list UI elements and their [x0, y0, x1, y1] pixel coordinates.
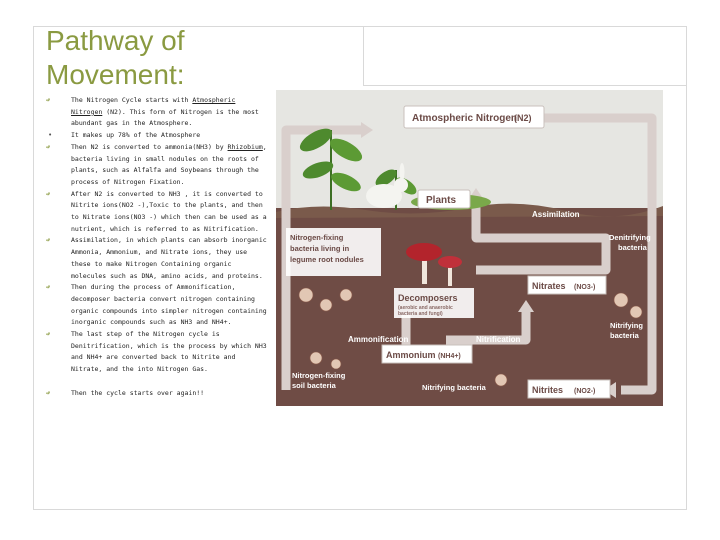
atmospheric-nitrogen-link[interactable]: Atmospheric Nitrogen — [71, 96, 236, 116]
ammonium-label: Ammonium — [386, 350, 436, 360]
nitrification-label: Nitrification — [476, 335, 521, 344]
leaf-bullet-icon: ↫ — [46, 96, 51, 104]
bullet-item-6 — [44, 282, 270, 329]
nitrites-formula: (NO2-) — [574, 388, 596, 395]
dot-bullet-icon: • — [48, 131, 53, 140]
slide-title: Pathway of Movement: — [46, 25, 185, 90]
atmospheric-formula-label: (N2) — [514, 113, 532, 123]
bullet-7-text: The last step of the Nitrogen cycle is Denitrification, which is the process by which NH3 and NH4+ are converted back to Nitrite and Nitrate, and the into Nitrogen Gas. — [71, 330, 267, 374]
bullet-1-pre: The Nitrogen Cycle starts with — [71, 96, 193, 104]
decomposers-sub-2: bacteria and fungi) — [398, 311, 443, 317]
bullet-item-5 — [44, 235, 270, 282]
bullet-list — [44, 95, 270, 400]
soil-bacteria-label-1: Nitrogen-fixing — [292, 371, 346, 380]
leaf-bullet-icon: ↫ — [46, 189, 51, 198]
denitrifying-label-2: bacteria — [618, 243, 647, 252]
leaf-bullet-icon: ↫ — [46, 142, 51, 151]
rhizobium-link[interactable]: Rhizobium — [227, 142, 263, 151]
bullet-item-8 — [44, 376, 270, 400]
bullet-item-2 — [44, 130, 270, 142]
bullet-6-text: Then during the process of Ammonification, decomposer bacteria convert nitrogen containing organic compounds into simpler nitrogen containing inorganic compounds such as NH3 and NH4+. — [71, 283, 267, 327]
ammonium-formula: (NH4+) — [438, 353, 461, 360]
assimilation-label: Assimilation — [532, 210, 580, 219]
nitrogen-cycle-diagram — [276, 90, 663, 406]
plants-label: Plants — [426, 195, 457, 206]
bullet-item-3 — [44, 142, 270, 189]
nitrifying-bacteria-label: Nitrifying bacteria — [422, 383, 486, 392]
leaf-bullet-icon: ↫ — [46, 283, 51, 292]
decomposers-label: Decomposers — [398, 293, 458, 303]
slide-corner-frame — [363, 26, 687, 86]
denitrifying-label: Denitrifying — [609, 233, 651, 242]
nitrifying-label-2: bacteria — [610, 331, 639, 340]
leaf-bullet-icon: ↫ — [46, 236, 51, 245]
left-edge-line — [0, 0, 1, 540]
legume-bacteria-label-2: bacteria living in — [290, 244, 350, 253]
bullet-3-pre: Then N2 is converted to ammonia(NH3) by — [71, 142, 228, 151]
bullet-4-text: After N2 is converted to NH3 , it is converted to Nitrite ions(NO2 -),Toxic to the plants, and then to Nitrate ions(NO3 -) which then can be used as a nutrient, which is referred to as Nitrification. — [71, 189, 267, 233]
bullet-1-post: (N2). This form of Nitrogen is the most abundant gas in the Atmosphere. — [71, 107, 259, 128]
nitrites-label: Nitrites — [532, 385, 564, 395]
bullet-8-text: Then the cycle starts over again!! — [71, 388, 205, 397]
bullet-item-4 — [44, 189, 270, 236]
nitrates-label: Nitrates — [532, 281, 566, 291]
nitrates-formula: (NO3-) — [574, 284, 596, 291]
legume-bacteria-label-3: legume root nodules — [290, 255, 364, 264]
bullet-item-7 — [44, 329, 270, 376]
leaf-bullet-icon: ↫ — [46, 388, 51, 397]
decomposers-sub-1: (aerobic and anaerobic — [398, 305, 453, 311]
bullet-2-text: It makes up 78% of the Atmosphere — [71, 131, 201, 140]
soil-bacteria-label-2: soil bacteria — [292, 381, 336, 390]
legume-bacteria-label-1: Nitrogen-fixing — [290, 233, 344, 242]
atmospheric-nitrogen-label: Atmospheric Nitrogen — [412, 113, 518, 124]
bullet-3-post: , bacteria living in small nodules on the roots of plants, such as Alfalfa and Soybeans through the process of Nitrogen Fixation. — [71, 142, 267, 186]
bullet-item-1 — [44, 95, 270, 130]
leaf-bullet-icon: ↫ — [46, 330, 51, 339]
nitrifying-label-1: Nitrifying — [610, 321, 643, 330]
ammonification-label: Ammonification — [348, 335, 409, 344]
bullet-5-text: Assimilation, in which plants can absorb inorganic Ammonia, Ammonium, and Nitrate ions, they use these to make Nitrogen Containing organic molecules such as DNA, amino acids, and proteins. — [71, 236, 267, 280]
